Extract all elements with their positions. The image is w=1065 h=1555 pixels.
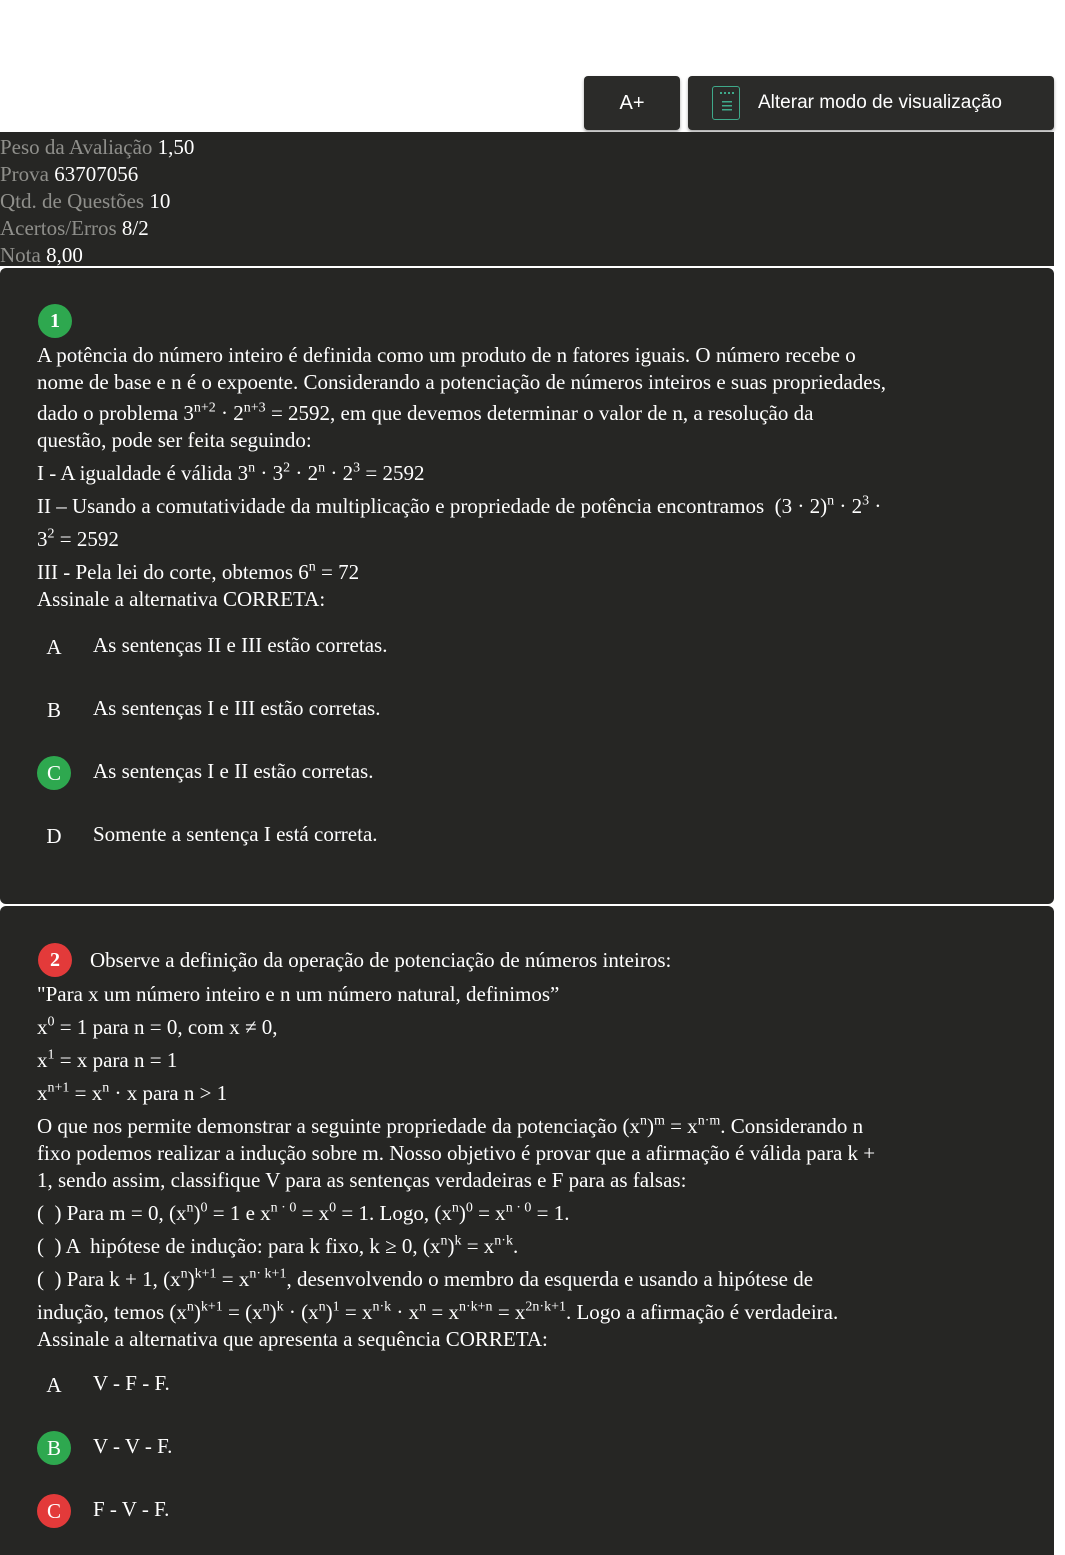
q2-option-a[interactable]: A V - F - F. — [46, 1371, 170, 1397]
summary-hits-errors: Acertos/Erros 8/2 — [0, 216, 149, 240]
question-instruction: Assinale a alternativa CORRETA: — [37, 587, 326, 611]
question-intro: Observe a definição da operação de potenciação de números inteiros: — [90, 948, 672, 972]
question-instruction: Assinale a alternativa que apresenta a sequência CORRETA: — [37, 1327, 548, 1351]
statement-3-cont: indução, temos $(x^n)^{k+1} = (x^n)^k \cdot (x^n)^1 = x^{n\cdot k} \cdot x^n = x^{n\cdot k+n} = x^{2n\cdot k+1}$. Logo a afirmação é verdadeira. — [37, 1299, 839, 1324]
sentence-i: I - A igualdade é válida $3^n \cdot 3^2 \cdot 2^n \cdot 2^3 = 2592$ — [37, 460, 425, 485]
correct-answer-badge: C — [37, 756, 71, 790]
statement-1: ( ) Para m = 0, $(x^n)^0 = 1$ e $x^{n \cdot 0} = x^0 = 1$. Logo, $(x^n)^0 = x^{n \cdot 0} = 1$. — [37, 1200, 570, 1225]
question-card-2 — [0, 906, 1054, 1555]
document-view-icon — [712, 86, 740, 120]
q1-option-c[interactable]: C As sentenças I e II estão corretas. — [37, 756, 737, 790]
question-card-1 — [0, 268, 1054, 904]
correct-answer-badge: B — [37, 1431, 71, 1465]
definition-1: $x^0 = 1$ para n = 0, com x ≠ 0, — [37, 1014, 278, 1039]
question-statement: A potência do número inteiro é definida como um produto de n fatores iguais. O número recebe o nome de base e n é o expoente. Considerando a potenciação de números inteiros e suas propriedades, dado o problema $3^{n+2} \cdot 2^{n+3} = 2592$, em que devemos determinar o valor de n, a resolução da questão, pode ser feita seguindo: I - A igualdade é válida $3^n \cdot 3^2 \cdot 2^n \cdot 2^3 = 2592$ II – Usando a comutatividade da multiplicação e propriedade de potência encontramos $(3 \cdot 2)^n \cdot 2^3$ · $3^2 = 2592$ III - Pela lei do corte, obtemos $6^n = 72$ Assinale a alternativa CORRETA: — [37, 342, 1027, 613]
increase-font-button[interactable] — [584, 76, 680, 130]
exam-summary — [0, 132, 1054, 266]
toolbar — [584, 76, 1064, 132]
increase-font-label: A+ — [619, 91, 645, 114]
definition-2: $x^1 = x$ para n = 1 — [37, 1047, 178, 1072]
wrong-answer-badge: C — [37, 1494, 71, 1528]
summary-grade: Nota 8,00 — [0, 243, 83, 267]
sentence-ii-cont: $3^2 = 2592$ — [37, 526, 119, 551]
q1-option-b[interactable]: B As sentenças I e III estão corretas. — [46, 696, 381, 722]
definition-3: $x^{n+1} = x^n \cdot x$ para n > 1 — [37, 1080, 228, 1105]
statement-2: ( ) A hipótese de indução: para k fixo, k ≥ 0, $(x^n)^k = x^{n\cdot k}$. — [37, 1233, 519, 1258]
sentence-ii: II – Usando a comutatividade da multiplicação e propriedade de potência encontramos $(3 \cdot 2)^n \cdot 2^3$ · — [37, 493, 882, 518]
summary-weight: Peso da Avaliação 1,50 — [0, 135, 195, 159]
question-number-badge: 1 — [38, 304, 72, 338]
view-mode-label: Alterar modo de visualização — [758, 92, 1002, 113]
summary-question-count: Qtd. de Questões 10 — [0, 189, 171, 213]
question-number-badge: 2 — [38, 943, 72, 977]
question-statement — [37, 981, 1027, 1353]
definition-quote: "Para x um número inteiro e n um número natural, definimos” — [37, 982, 560, 1006]
q1-option-d[interactable]: D Somente a sentença I está correta. — [46, 822, 378, 848]
statement-3: ( ) Para k + 1, $(x^n)^{k+1} = x^{n\cdot k+1}$, desenvolvendo o membro da esquerda e usando a hipótese de — [37, 1266, 814, 1291]
problem-line: dado o problema $3^{n+2} \cdot 2^{n+3} = 2592$, em que devemos determinar o valor de n, a resolução da — [37, 400, 814, 425]
property-statement-2: fixo podemos realizar a indução sobre m. Nosso objetivo é provar que a afirmação é válida para k + — [37, 1141, 876, 1165]
sentence-iii: III - Pela lei do corte, obtemos $6^n = 72$ — [37, 559, 360, 584]
q2-option-c[interactable]: C F - V - F. — [37, 1494, 737, 1528]
summary-exam-id: Prova 63707056 — [0, 162, 139, 186]
property-statement: O que nos permite demonstrar a seguinte propriedade da potenciação $(x^n)^m = x^{n\cdot m}$. Considerando n — [37, 1113, 864, 1138]
property-statement-3: 1, sendo assim, classifique V para as sentenças verdadeiras e F para as falsas: — [37, 1168, 687, 1192]
view-mode-button[interactable] — [688, 76, 1054, 130]
q2-option-b[interactable]: B V - V - F. — [37, 1431, 737, 1465]
q1-option-a[interactable]: A As sentenças II e III estão corretas. — [46, 633, 388, 659]
